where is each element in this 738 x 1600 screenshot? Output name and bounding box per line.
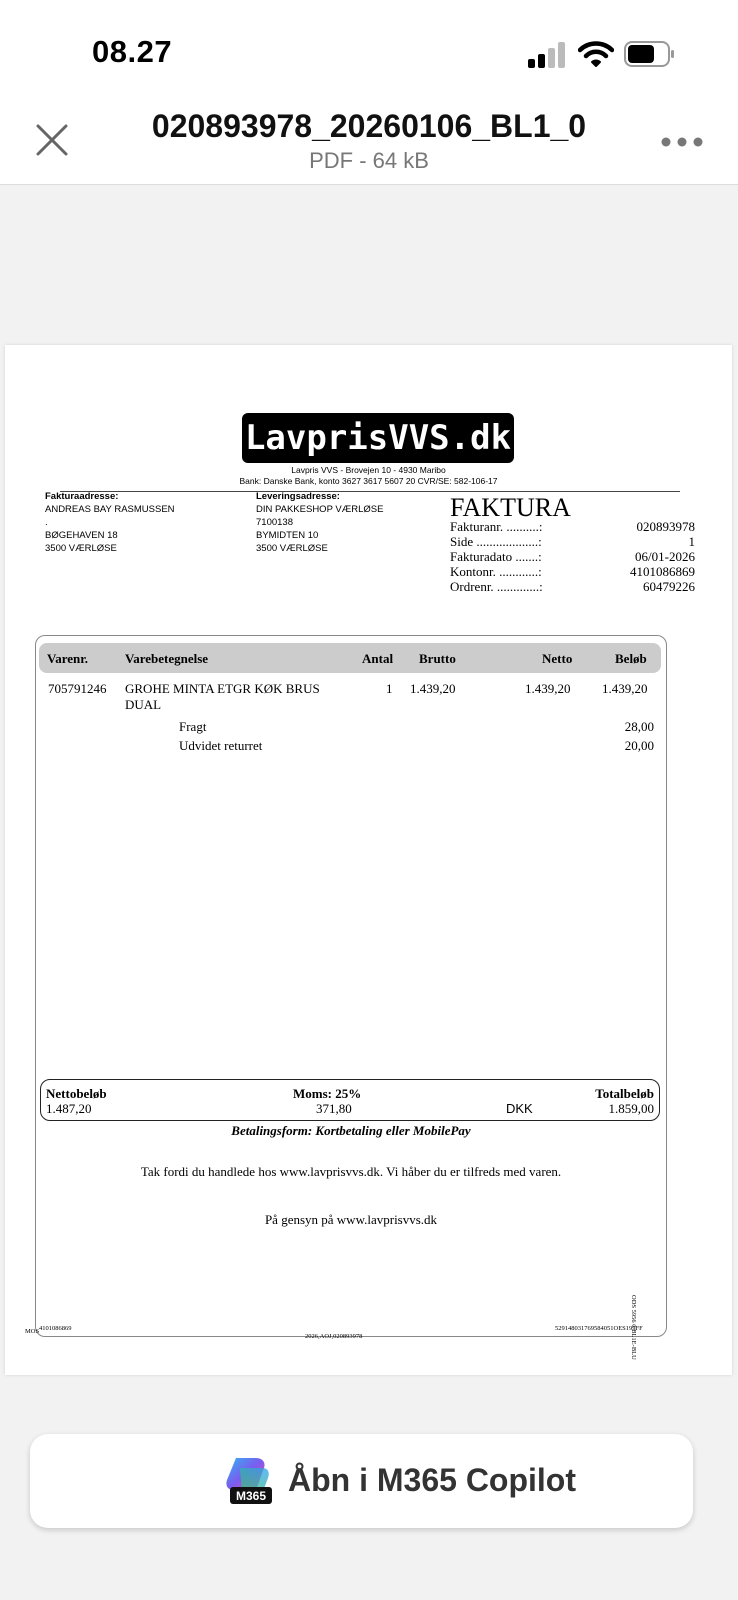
wifi-icon [578,40,614,68]
delivery-label: Leveringsadresse: [256,491,340,502]
file-title: 020893978_20260106_BL1_0 [151,108,587,144]
file-info: PDF - 64 kB [309,148,429,173]
netto-label: Nettobeløb [46,1086,107,1101]
line-desc: Fragt [179,719,207,734]
item-brutto: 1.439,20 [410,681,456,696]
item-varenr: 705791246 [48,681,107,696]
item-desc: GROHE MINTA ETGR KØK BRUS [125,681,320,696]
total-label: Totalbeløb [595,1086,654,1101]
col-beloeb: Beløb [615,651,647,666]
billing-address [45,490,175,555]
item-netto: 1.439,20 [525,681,571,696]
footer-account: 4101086869 [39,1325,72,1332]
totals-box [40,1079,660,1121]
m365-copilot-icon [222,1454,274,1506]
battery-icon [624,41,676,67]
side-code: ODS 5956 0 BL1E-BLU [630,1295,637,1360]
more-horizontal-icon[interactable] [660,130,704,154]
address-line: 3500 VÆRLØSE [45,543,117,554]
col-netto: Netto [542,651,573,666]
address-line: DIN PAKKESHOP VÆRLØSE [256,504,384,515]
col-varebetegnelse: Varebetegnelse [125,651,209,666]
currency: DKK [506,1101,533,1116]
item-antal: 1 [386,681,393,696]
col-brutto: Brutto [419,651,456,666]
item-desc-cont: DUAL [125,697,162,712]
total-value: 1.859,00 [608,1101,654,1116]
meta-row: Fakturadato .......: 06/01-2026 [450,549,695,564]
line-beloeb: 28,00 [624,719,654,734]
moms-value: 371,80 [316,1101,352,1116]
goodbye-text: På gensyn på www.lavprisvvs.dk [264,1212,438,1227]
moms-label: Moms: 25% [293,1086,362,1101]
address-line: BØGEHAVEN 18 [45,530,118,541]
meta-row: Kontonr. ............: 4101086869 [450,564,695,579]
footer-tag: MOS [25,1328,40,1335]
open-in-copilot-label: Åbn i M365 Copilot [288,1462,576,1498]
billing-label: Fakturaadresse: [45,491,119,502]
items-table [35,635,667,1337]
address-line: 7100138 [256,517,293,528]
company-info [5,465,732,487]
meta-row: Ordrenr. .............: 60479226 [450,579,695,594]
svg-text:M365: M365 [235,1489,267,1503]
address-line: ANDREAS BAY RASMUSSEN [45,504,175,515]
address-line: 3500 VÆRLØSE [256,543,328,554]
meta-row: Side ...................: 1 [450,534,695,549]
address-line: . [45,517,48,528]
footer-reference: 2026,AOJ,020893978 [305,1333,363,1340]
company-logo: LavprisVVS.dk [242,413,514,463]
thank-you-text: Tak fordi du handlede hos www.lavprisvvs.dk. Vi håber du er tilfreds med varen. [140,1164,562,1179]
table-header [39,643,661,673]
item-beloeb: 1.439,20 [602,681,648,696]
delivery-address [256,490,383,555]
meta-row: Fakturanr. ..........: 020893978 [450,519,695,534]
open-in-copilot-button[interactable] [30,1434,693,1528]
address-line: BYMIDTEN 10 [256,530,319,541]
document-header [0,100,738,185]
payment-method: Betalingsform: Kortbetaling eller MobilePay [231,1123,471,1138]
pdf-page [5,345,732,1375]
status-bar [0,0,738,100]
invoice-title: FAKTURA [450,493,571,522]
line-desc: Udvidet returret [179,738,263,753]
footer-code: 529148031769584051OES199FF [555,1325,643,1332]
status-time: 08.27 [92,34,173,69]
col-antal: Antal [362,651,394,666]
invoice-meta [450,519,695,594]
line-beloeb: 20,00 [624,738,654,753]
cellular-signal-icon [528,42,568,68]
company-address: Lavpris VVS - Brovejen 10 - 4930 Maribo [291,465,446,475]
col-varenr: Varenr. [47,651,89,666]
company-bank: Bank: Danske Bank, konto 3627 3617 5607 20 CVR/SE: 582-106-17 [239,476,498,486]
netto-value: 1.487,20 [46,1101,92,1116]
